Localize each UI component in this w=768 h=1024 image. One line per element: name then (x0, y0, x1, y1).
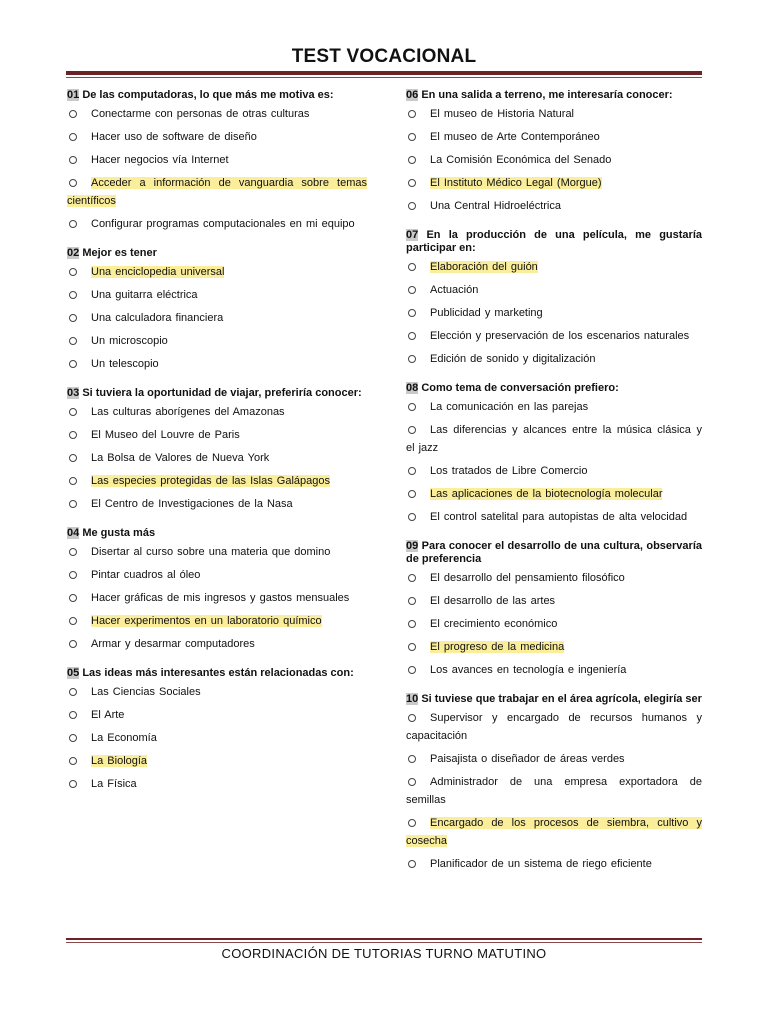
question-text (67, 527, 367, 540)
radio-button-icon[interactable] (69, 780, 77, 788)
question-02 (67, 247, 367, 373)
question-10 (406, 693, 702, 873)
option-label: Una calculadora financiera (91, 312, 224, 324)
radio-button-icon[interactable] (69, 711, 77, 719)
question-number: 06 (406, 89, 419, 101)
option-item[interactable] (406, 508, 702, 526)
option-item[interactable] (67, 215, 367, 233)
option-label: Administrador de una empresa exportadora de semillas (406, 776, 702, 806)
option-label: Paisajista o diseñador de áreas verdes (430, 753, 625, 765)
option-item[interactable] (67, 589, 367, 607)
option-label: Las Ciencias Sociales (91, 686, 201, 698)
option-label: Hacer uso de software de diseño (91, 131, 257, 143)
option-label-highlighted: Elaboración del guión (430, 261, 538, 273)
question-09 (406, 540, 702, 679)
option-label: Conectarme con personas de otras culturas (91, 108, 310, 120)
question-01 (67, 89, 367, 233)
radio-button-icon[interactable] (69, 360, 77, 368)
option-item[interactable] (406, 773, 702, 809)
option-item[interactable] (67, 151, 367, 169)
radio-button-icon[interactable] (408, 490, 416, 498)
radio-button-icon[interactable] (408, 714, 416, 722)
question-prompt: Mejor es tener (82, 247, 157, 259)
radio-button-icon[interactable] (408, 133, 416, 141)
option-item[interactable] (406, 592, 702, 610)
option-item[interactable] (406, 462, 702, 480)
option-label-highlighted: Las especies protegidas de las Islas Galápagos (91, 475, 330, 487)
option-label: Disertar al curso sobre una materia que domino (91, 546, 331, 558)
option-item[interactable] (406, 855, 702, 873)
option-label-highlighted: Una enciclopedia universal (91, 266, 225, 278)
question-number: 03 (67, 387, 80, 399)
option-item[interactable] (67, 495, 367, 513)
option-label: Hacer gráficas de mis ingresos y gastos mensuales (91, 592, 350, 604)
option-item[interactable] (406, 421, 702, 457)
question-text (406, 89, 702, 102)
radio-button-icon[interactable] (408, 860, 416, 868)
option-item[interactable] (406, 281, 702, 299)
option-item[interactable] (67, 286, 367, 304)
radio-button-icon[interactable] (69, 110, 77, 118)
radio-button-icon[interactable] (408, 597, 416, 605)
option-item[interactable] (67, 426, 367, 444)
option-label: Pintar cuadros al óleo (91, 569, 201, 581)
option-item[interactable] (67, 683, 367, 701)
option-item[interactable] (67, 729, 367, 747)
question-text (406, 229, 702, 255)
option-item[interactable] (67, 105, 367, 123)
page-footer: COORDINACIÓN DE TUTORIAS TURNO MATUTINO (221, 946, 547, 961)
radio-button-icon[interactable] (408, 156, 416, 164)
footer-divider-thin (66, 942, 702, 943)
option-item[interactable] (406, 569, 702, 587)
option-label: Edición de sonido y digitalización (430, 353, 596, 365)
option-label: La Física (91, 778, 137, 790)
radio-button-icon[interactable] (69, 640, 77, 648)
header-divider (66, 71, 702, 75)
radio-button-icon[interactable] (408, 426, 416, 434)
radio-button-icon[interactable] (69, 337, 77, 345)
question-05 (67, 667, 367, 793)
option-item[interactable] (406, 350, 702, 368)
option-item[interactable] (406, 485, 702, 503)
question-text (67, 387, 367, 400)
question-prompt: Como tema de conversación prefiero: (421, 382, 619, 394)
radio-button-icon[interactable] (408, 309, 416, 317)
option-item[interactable] (406, 814, 702, 850)
option-label: Una Central Hidroeléctrica (430, 200, 561, 212)
radio-button-icon[interactable] (408, 666, 416, 674)
radio-button-icon[interactable] (69, 156, 77, 164)
option-item[interactable] (67, 403, 367, 421)
radio-button-icon[interactable] (69, 594, 77, 602)
option-item[interactable] (67, 472, 367, 490)
option-item[interactable] (67, 355, 367, 373)
radio-button-icon[interactable] (69, 431, 77, 439)
option-item[interactable] (67, 263, 367, 281)
radio-button-icon[interactable] (408, 110, 416, 118)
option-label: Planificador de un sistema de riego eficiente (430, 858, 652, 870)
radio-button-icon[interactable] (69, 291, 77, 299)
radio-button-icon[interactable] (69, 477, 77, 485)
option-item[interactable] (406, 661, 702, 679)
question-prompt: En la producción de una película, me gustaría participar en: (406, 229, 702, 254)
question-number: 07 (406, 229, 419, 241)
radio-button-icon[interactable] (69, 314, 77, 322)
footer-divider (66, 938, 702, 940)
option-list (67, 263, 367, 373)
question-text (67, 667, 367, 680)
radio-button-icon[interactable] (408, 819, 416, 827)
question-number: 05 (67, 667, 80, 679)
option-item[interactable] (67, 543, 367, 561)
option-label: La Economía (91, 732, 157, 744)
radio-button-icon[interactable] (408, 643, 416, 651)
question-prompt: De las computadoras, lo que más me motiva es: (82, 89, 334, 101)
question-number: 04 (67, 527, 80, 539)
radio-button-icon[interactable] (408, 755, 416, 763)
radio-button-icon[interactable] (408, 778, 416, 786)
option-label: El Museo del Louvre de Paris (91, 429, 240, 441)
radio-button-icon[interactable] (69, 734, 77, 742)
radio-button-icon[interactable] (69, 571, 77, 579)
option-list (406, 709, 702, 873)
option-list (67, 543, 367, 653)
radio-button-icon[interactable] (69, 548, 77, 556)
option-item[interactable] (406, 638, 702, 656)
left-column (67, 89, 367, 807)
option-item[interactable] (406, 615, 702, 633)
option-label: El Arte (91, 709, 125, 721)
question-08 (406, 382, 702, 526)
question-number: 10 (406, 693, 419, 705)
radio-button-icon[interactable] (408, 574, 416, 582)
option-label: La Bolsa de Valores de Nueva York (91, 452, 270, 464)
option-label: El desarrollo de las artes (430, 595, 556, 607)
radio-button-icon[interactable] (69, 408, 77, 416)
option-label: La comunicación en las parejas (430, 401, 589, 413)
question-text (67, 89, 367, 102)
option-label: Las diferencias y alcances entre la música clásica y el jazz (406, 424, 702, 454)
option-item[interactable] (67, 128, 367, 146)
question-06 (406, 89, 702, 215)
option-item[interactable] (406, 750, 702, 768)
question-text (67, 247, 367, 260)
option-label-highlighted: El progreso de la medicina (430, 641, 565, 653)
option-item[interactable] (406, 327, 702, 345)
option-label-highlighted: La Biología (91, 755, 148, 767)
radio-button-icon[interactable] (408, 286, 416, 294)
option-label: El museo de Historia Natural (430, 108, 575, 120)
radio-button-icon[interactable] (69, 617, 77, 625)
option-item[interactable] (406, 258, 702, 276)
option-label: El museo de Arte Contemporáneo (430, 131, 600, 143)
option-item[interactable] (67, 566, 367, 584)
option-item[interactable] (67, 752, 367, 770)
option-label-highlighted: Acceder a información de vanguardia sobre temas científicos (67, 177, 367, 207)
question-number: 01 (67, 89, 80, 101)
option-item[interactable] (67, 706, 367, 724)
option-item[interactable] (67, 612, 367, 630)
option-item[interactable] (406, 709, 702, 745)
header-divider-thin (66, 77, 702, 78)
option-label: Publicidad y marketing (430, 307, 543, 319)
option-list (406, 258, 702, 368)
question-07 (406, 229, 702, 368)
option-item[interactable] (406, 105, 702, 123)
radio-button-icon[interactable] (408, 179, 416, 187)
option-label-highlighted: Las aplicaciones de la biotecnología molecular (430, 488, 663, 500)
question-number: 09 (406, 540, 419, 552)
option-item[interactable] (406, 174, 702, 192)
option-label: Hacer negocios vía Internet (91, 154, 229, 166)
option-item[interactable] (406, 398, 702, 416)
radio-button-icon[interactable] (69, 133, 77, 141)
option-label-highlighted: El Instituto Médico Legal (Morgue) (430, 177, 602, 189)
option-list (406, 105, 702, 215)
radio-button-icon[interactable] (69, 220, 77, 228)
option-label: El crecimiento económico (430, 618, 558, 630)
option-item[interactable] (67, 309, 367, 327)
question-prompt: Para conocer el desarrollo de una cultura, observaría de preferencia (406, 540, 702, 565)
question-prompt: Si tuviese que trabajar en el área agrícola, elegiría ser (421, 693, 702, 705)
question-number: 08 (406, 382, 419, 394)
option-item[interactable] (67, 332, 367, 350)
option-label: Un telescopio (91, 358, 159, 370)
option-list (406, 398, 702, 526)
radio-button-icon[interactable] (408, 403, 416, 411)
radio-button-icon[interactable] (408, 467, 416, 475)
option-label-highlighted: Encargado de los procesos de siembra, cultivo y cosecha (406, 817, 702, 847)
option-label: Configurar programas computacionales en mi equipo (91, 218, 355, 230)
page-title: TEST VOCACIONAL (291, 46, 477, 67)
question-prompt: Si tuviera la oportunidad de viajar, preferiría conocer: (82, 387, 362, 399)
radio-button-icon[interactable] (408, 620, 416, 628)
question-prompt: Me gusta más (82, 527, 156, 539)
option-item[interactable] (406, 304, 702, 322)
question-prompt: Las ideas más interesantes están relacionadas con: (82, 667, 354, 679)
option-list (67, 403, 367, 513)
question-03 (67, 387, 367, 513)
option-label: Los avances en tecnología e ingeniería (430, 664, 627, 676)
option-label: El desarrollo del pensamiento filosófico (430, 572, 625, 584)
question-text (406, 382, 702, 395)
option-label: Elección y preservación de los escenarios naturales (430, 330, 690, 342)
radio-button-icon[interactable] (408, 263, 416, 271)
option-item[interactable] (406, 128, 702, 146)
option-label: El control satelital para autopistas de alta velocidad (430, 511, 688, 523)
option-item[interactable] (67, 174, 367, 210)
question-04 (67, 527, 367, 653)
option-label: Actuación (430, 284, 479, 296)
option-item[interactable] (406, 197, 702, 215)
option-label: Las culturas aborígenes del Amazonas (91, 406, 285, 418)
radio-button-icon[interactable] (69, 454, 77, 462)
right-column (406, 89, 702, 887)
option-item[interactable] (406, 151, 702, 169)
option-label-highlighted: Hacer experimentos en un laboratorio químico (91, 615, 322, 627)
radio-button-icon[interactable] (69, 688, 77, 696)
radio-button-icon[interactable] (69, 179, 77, 187)
option-label: Armar y desarmar computadores (91, 638, 255, 650)
option-label: La Comisión Económica del Senado (430, 154, 612, 166)
radio-button-icon[interactable] (408, 355, 416, 363)
option-list (67, 105, 367, 233)
option-label: Una guitarra eléctrica (91, 289, 198, 301)
question-text (406, 540, 702, 566)
option-list (406, 569, 702, 679)
option-item[interactable] (67, 775, 367, 793)
question-number: 02 (67, 247, 80, 259)
option-label: El Centro de Investigaciones de la Nasa (91, 498, 293, 510)
radio-button-icon[interactable] (69, 268, 77, 276)
question-text (406, 693, 702, 706)
radio-button-icon[interactable] (69, 500, 77, 508)
option-item[interactable] (67, 449, 367, 467)
option-list (67, 683, 367, 793)
radio-button-icon[interactable] (69, 757, 77, 765)
option-label: Supervisor y encargado de recursos humanos y capacitación (406, 712, 702, 742)
question-prompt: En una salida a terreno, me interesaría conocer: (421, 89, 673, 101)
option-item[interactable] (67, 635, 367, 653)
radio-button-icon[interactable] (408, 202, 416, 210)
option-label: Un microscopio (91, 335, 168, 347)
option-label: Los tratados de Libre Comercio (430, 465, 588, 477)
radio-button-icon[interactable] (408, 332, 416, 340)
radio-button-icon[interactable] (408, 513, 416, 521)
